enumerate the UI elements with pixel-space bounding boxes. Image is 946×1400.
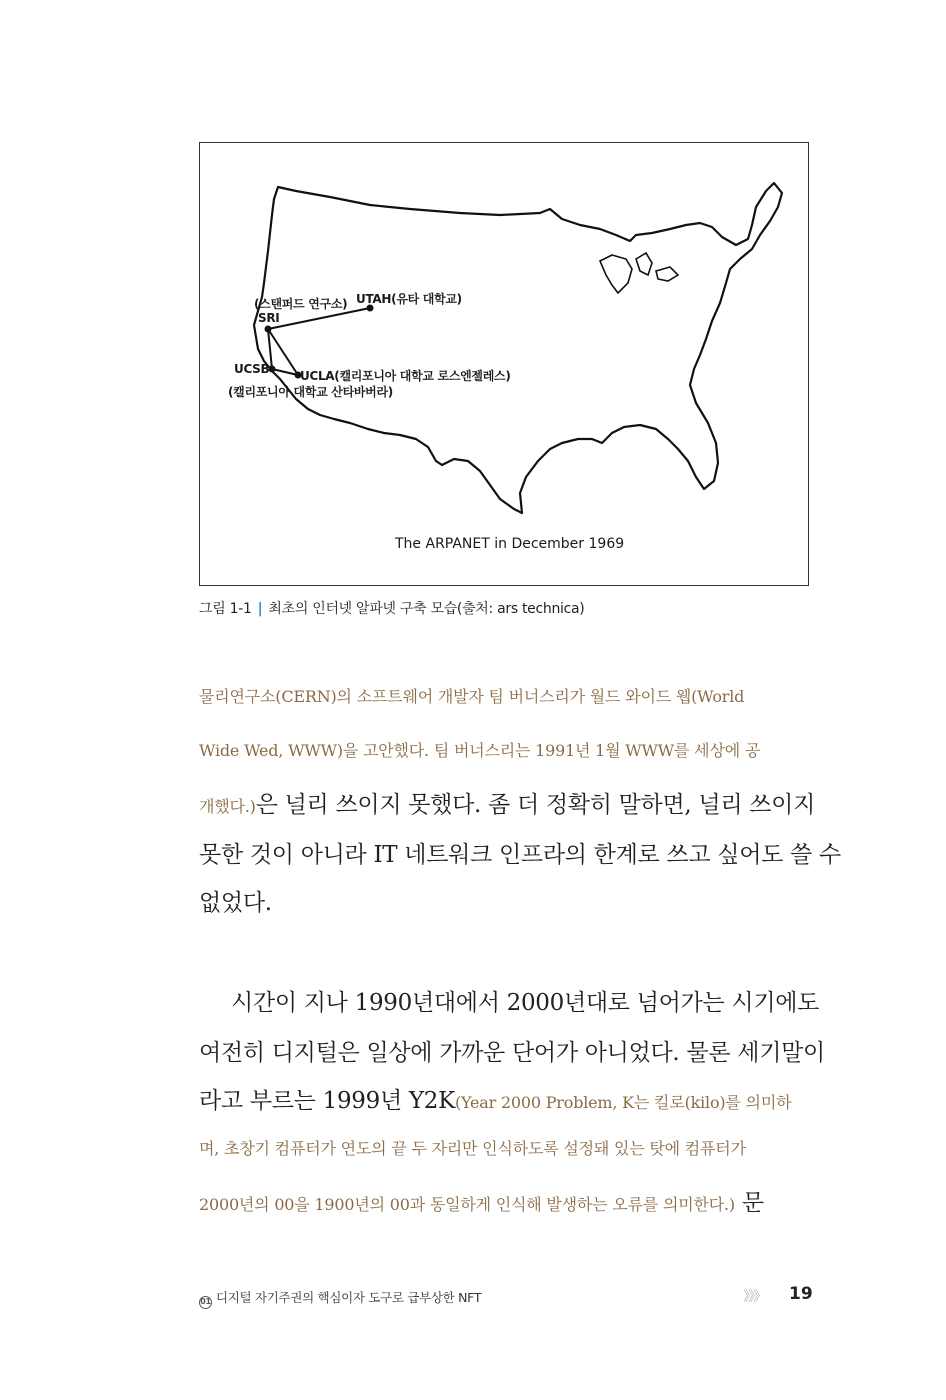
label-sri: SRI (258, 311, 280, 325)
caption-separator: | (257, 601, 263, 617)
label-sri-korean: (스탠퍼드 연구소) (254, 297, 348, 311)
caption-number: 그림 1-1 (199, 601, 252, 617)
chapter-title: 디지털 자기주권의 핵심이자 도구로 급부상한 NFT (216, 1290, 482, 1305)
body-text: 여전히 디지털은 일상에 가까운 단어가 아니었다. 물론 세기말이 (199, 1040, 825, 1066)
text-line (231, 984, 820, 1017)
text-line (199, 884, 811, 917)
body-text: 없었다. (199, 890, 272, 916)
body-text: 시간이 지나 1990년대에서 2000년대로 넘어가는 시기에도 (231, 990, 820, 1016)
text-line (199, 836, 841, 869)
text-line (199, 1136, 811, 1159)
label-ucsb: UCSB (234, 362, 270, 376)
label-ucsb-korean: (캘리포니아 대학교 산타바버라) (228, 385, 393, 399)
running-footer (199, 1288, 481, 1309)
chevrons-icon: 》》》 (743, 1289, 765, 1305)
page-number: 19 (789, 1284, 813, 1304)
footnote-text: Wide Wed, WWW)을 고안했다. 팀 버너스리는 1991년 1월 WWW를 세상에 공 (199, 741, 761, 760)
text-line (199, 684, 811, 707)
us-map-outline (200, 143, 810, 587)
figure-caption (199, 598, 584, 618)
footnote-text: 2000년의 00을 1900년의 00과 동일하게 인식해 발생하는 오류를 의미한다.) (199, 1195, 735, 1214)
body-text: 라고 부르는 1999년 Y2K (199, 1088, 455, 1114)
body-text: 못한 것이 아니라 IT 네트워크 인프라의 한계로 쓰고 싶어도 쓸 수 (199, 842, 841, 868)
body-text: 은 널리 쓰이지 못했다. 좀 더 정확히 말하면, 널리 쓰이지 (255, 792, 816, 818)
footnote-text: 며, 초창기 컴퓨터가 연도의 끝 두 자리만 인식하도록 설정돼 있는 탓에 컴퓨터가 (199, 1139, 746, 1158)
text-line (199, 1034, 825, 1067)
caption-text: 최초의 인터넷 알파넷 구축 모습(출처: ars technica) (268, 601, 585, 617)
body-text: 문 (734, 1190, 764, 1216)
node-ucsb (269, 366, 276, 373)
label-ucla: UCLA(캘리포니아 대학교 로스엔젤레스) (300, 369, 511, 383)
figure-map-frame (199, 142, 809, 586)
text-line (199, 786, 816, 819)
text-line (199, 738, 811, 761)
map-title: The ARPANET in December 1969 (395, 536, 625, 552)
text-line (199, 1184, 811, 1217)
chapter-number-icon: 01 (199, 1296, 212, 1309)
footnote-text: 개했다.) (199, 797, 256, 816)
text-line (199, 1082, 811, 1115)
footnote-text: (Year 2000 Problem, K는 킬로(kilo)를 의미하 (454, 1093, 792, 1112)
label-utah: UTAH(유타 대학교) (356, 292, 462, 306)
node-sri (265, 326, 272, 333)
footnote-text: 물리연구소(CERN)의 소프트웨어 개발자 팀 버너스리가 월드 와이드 웹(World (199, 687, 745, 706)
